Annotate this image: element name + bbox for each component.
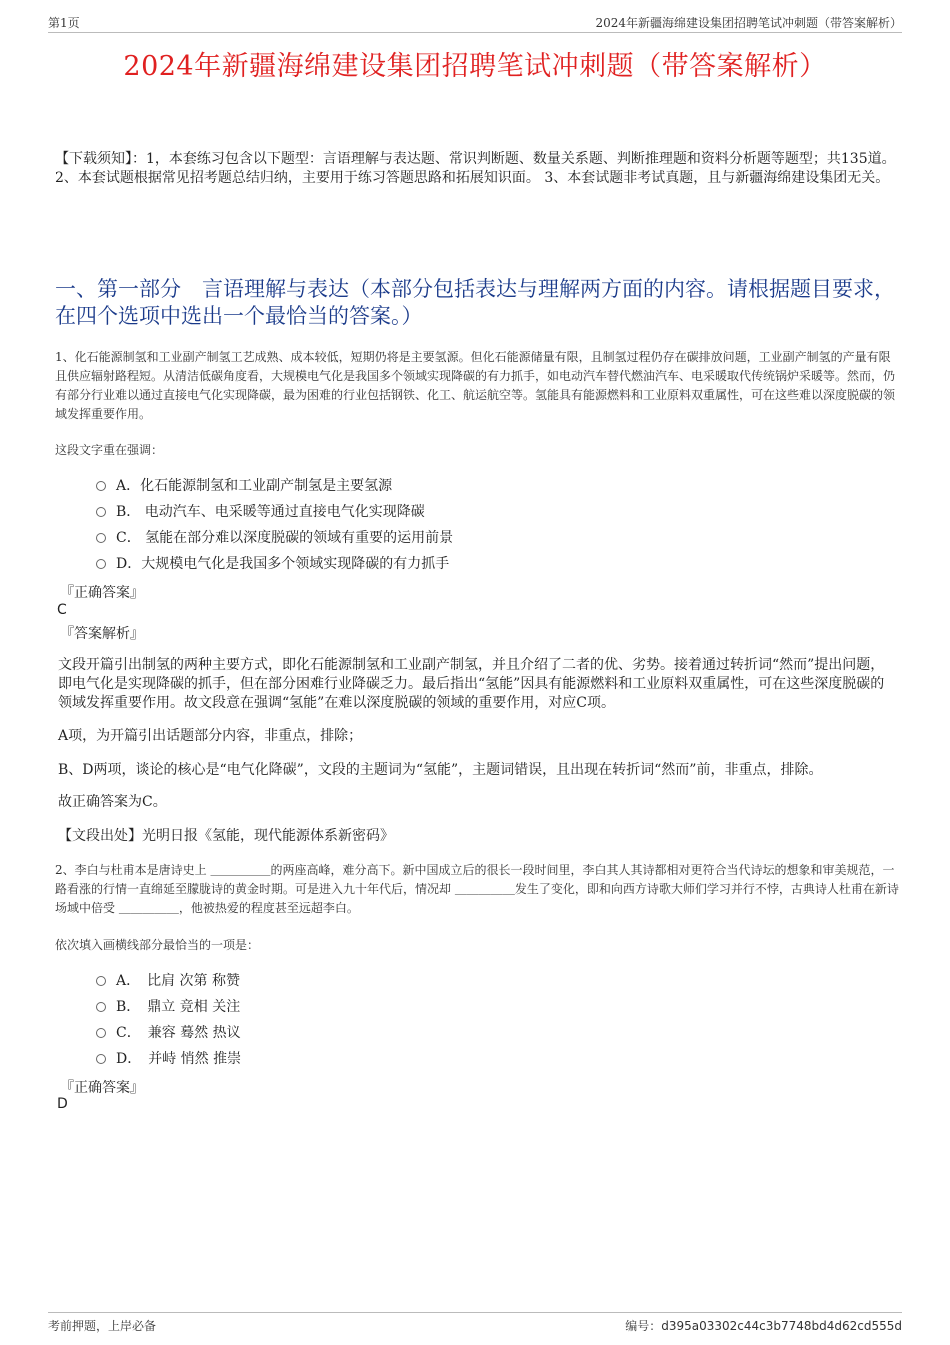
- q1-analysis-conclusion: 故正确答案为C。: [58, 794, 167, 810]
- footer-code: d395a03302c44c3b7748bd4d62cd555d: [661, 1319, 902, 1333]
- q1-analysis-main: 文段开篇引出制氢的两种主要方式，即化石能源制氢和工业副产制氢，并且介绍了二者的优、劣势。接着通过转折词“然而”提出问题，即电气化是实现降碳的抓手，但在部分困难行业降碳乏力。最后指出“氢能”因具有能源燃料和工业原料双重属性，可在这些深度脱碳的领域发挥重要作用。故文段意在强调“氢能”在难以深度脱碳的领域的重要作用，对应C项。: [58, 657, 885, 711]
- q1-option-c[interactable]: C． 氢能在部分难以深度脱碳的领域有重要的运用前景: [96, 525, 453, 551]
- q1-prompt: 这段文字重在强调：: [55, 443, 164, 457]
- radio-icon[interactable]: [96, 1028, 106, 1038]
- radio-icon[interactable]: [96, 533, 106, 543]
- radio-icon[interactable]: [96, 1054, 106, 1064]
- page-footer: [48, 1312, 902, 1334]
- q1-option-a[interactable]: A．化石能源制氢和工业副产制氢是主要氢源: [96, 473, 453, 499]
- q1-answer-label: 『正确答案』: [60, 585, 144, 601]
- q1-analysis-bd: B、D两项，谈论的核心是“电气化降碳”，文段的主题词为“氢能”，主题词错误，且出现在转折词“然而”前，非重点，排除。: [58, 762, 823, 778]
- q2-option-b[interactable]: B． 鼎立 竞相 关注: [96, 994, 241, 1020]
- section-title: 一、第一部分 言语理解与表达（本部分包括表达与理解两方面的内容。请根据题目要求，在四个选项中选出一个最恰当的答案。）: [55, 277, 895, 328]
- q2-option-c[interactable]: C． 兼容 蓦然 热议: [96, 1020, 241, 1046]
- q2-passage: 2、李白与杜甫本是唐诗史上 ＿＿＿＿＿的两座高峰，难分高下。新中国成立后的很长一段时间里，李白其人其诗都相对更符合当代诗坛的想象和审美规范，一路看涨的行情一直绵延至朦胧诗的黄金时期。可是进入九十年代后，情况却 ＿＿＿＿＿发生了变化，即和向西方诗歌大师们学习并行不悖，古典诗人杜甫在新诗场域中倍受 ＿＿＿＿＿，他被热爱的程度甚至远超李白。: [55, 863, 899, 915]
- q1-passage: 1、化石能源制氢和工业副产制氢工艺成熟、成本较低，短期仍将是主要氢源。但化石能源储量有限，且制氢过程仍存在碳排放问题，工业副产制氢的产量有限且供应辐射路程短。从清洁低碳角度看，大规模电气化是我国多个领域实现降碳的有力抓手，如电动汽车替代燃油汽车、电采暖取代传统锅炉采暖等。然而，仍有部分行业难以通过直接电气化实现降碳，最为困难的行业包括钢铁、化工、航运航空等。氢能具有能源燃料和工业原料双重属性，可在这些难以深度脱碳的领域发挥重要作用。: [55, 350, 896, 421]
- q1-answer: C: [57, 602, 67, 618]
- q2-option-d[interactable]: D． 并峙 悄然 推崇: [96, 1046, 241, 1072]
- q2-option-a[interactable]: A． 比肩 次第 称赞: [96, 968, 241, 994]
- q2-answer: D: [57, 1096, 68, 1112]
- q1-analysis-label: 『答案解析』: [60, 626, 144, 642]
- q1-analysis-a: A项，为开篇引出话题部分内容，非重点，排除；: [58, 728, 363, 744]
- page-header: [48, 14, 902, 33]
- q2-prompt: 依次填入画横线部分最恰当的一项是：: [55, 938, 260, 952]
- document-title: 2024年新疆海绵建设集团招聘笔试冲刺题（带答案解析）: [123, 51, 827, 82]
- radio-icon[interactable]: [96, 481, 106, 491]
- footer-code-label: 编号：: [625, 1319, 662, 1333]
- q1-option-b[interactable]: B． 电动汽车、电采暖等通过直接电气化实现降碳: [96, 499, 453, 525]
- q2-answer-label: 『正确答案』: [60, 1080, 144, 1096]
- q1-option-d[interactable]: D．大规模电气化是我国多个领域实现降碳的有力抓手: [96, 551, 453, 577]
- download-notice: 【下载须知】：1，本套练习包含以下题型：言语理解与表达题、常识判断题、数量关系题、判断推理题和资料分析题等题型；共135道。 2、本套试题根据常见招考题总结归纳，主要用于练习答题思路和拓展知识面。 3、本套试题非考试真题，且与新疆海绵建设集团无关。: [55, 151, 896, 186]
- page-number: 第1页: [48, 16, 80, 30]
- q2-options: [96, 968, 241, 1072]
- q1-options: [96, 473, 453, 577]
- footer-code-wrap: [625, 1317, 902, 1334]
- radio-icon[interactable]: [96, 559, 106, 569]
- radio-icon[interactable]: [96, 1002, 106, 1012]
- footer-slogan: 考前押题，上岸必备: [48, 1319, 157, 1333]
- q1-source: 【文段出处】光明日报《氢能，现代能源体系新密码》: [58, 828, 394, 844]
- radio-icon[interactable]: [96, 507, 106, 517]
- header-doc-title: 2024年新疆海绵建设集团招聘笔试冲刺题（带答案解析）: [595, 16, 902, 30]
- radio-icon[interactable]: [96, 976, 106, 986]
